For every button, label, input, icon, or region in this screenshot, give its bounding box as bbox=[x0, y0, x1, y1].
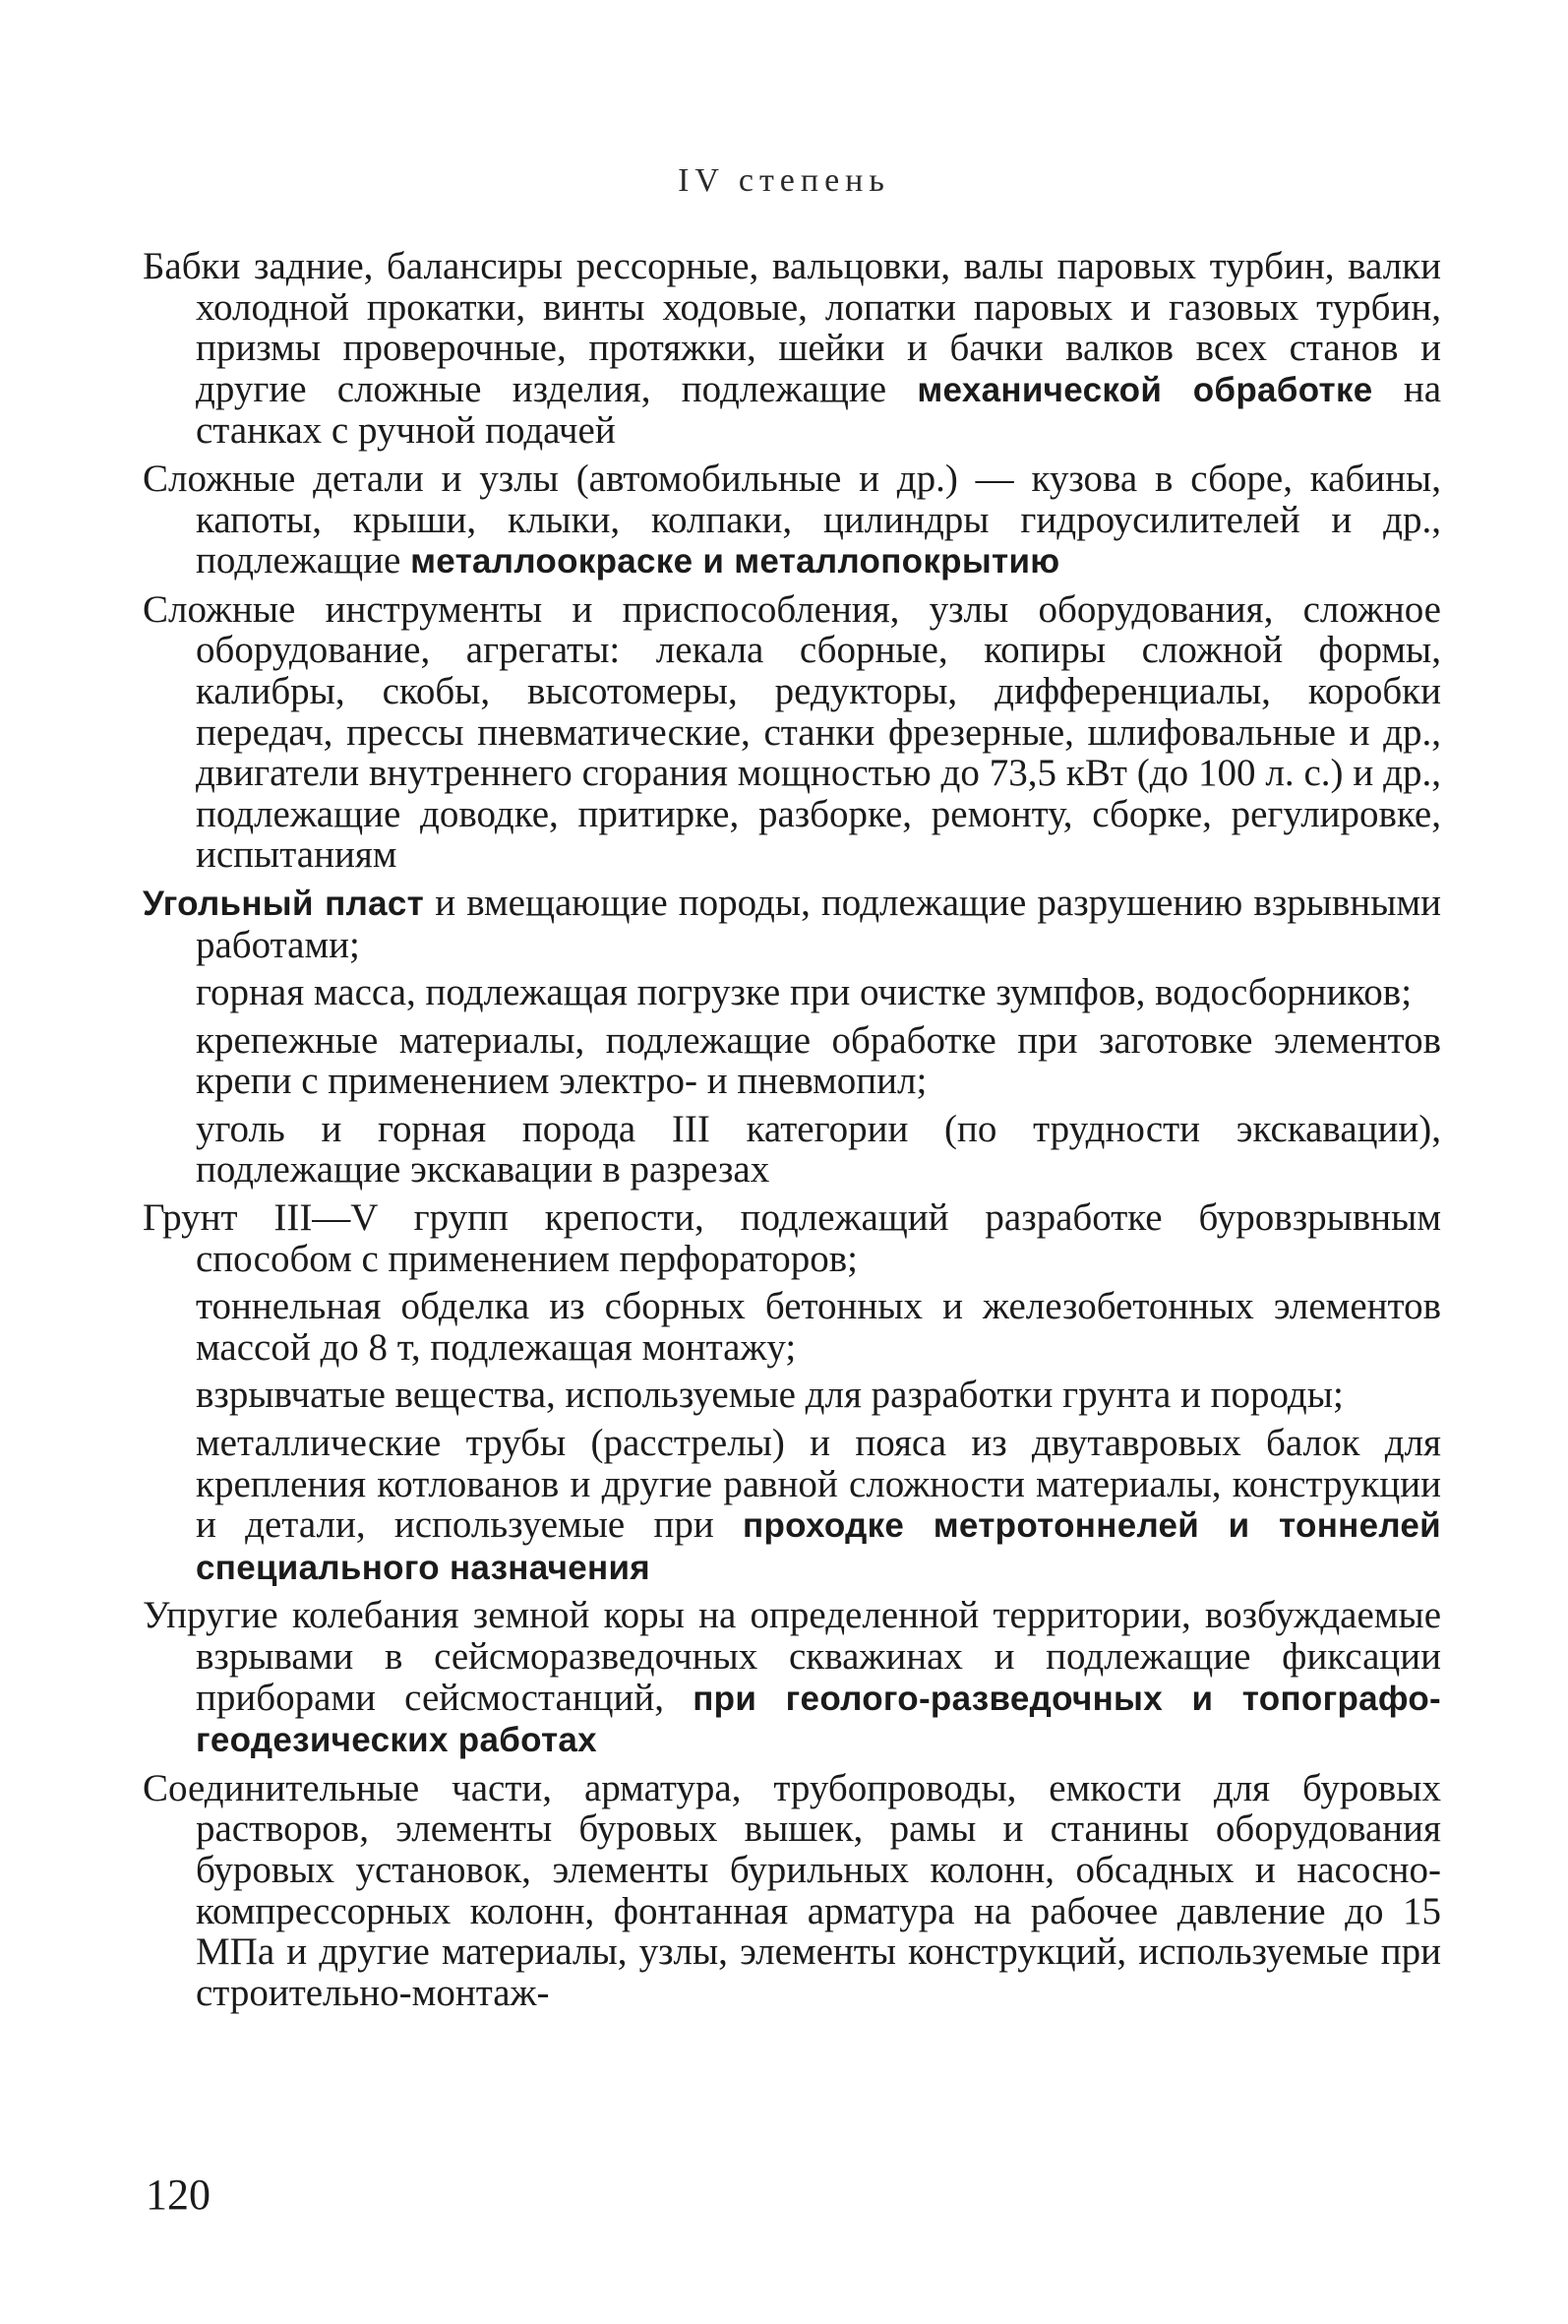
sub-entry-paragraph: горная масса, подлежащая погрузке при очистке зумпфов, водосборников; bbox=[196, 971, 1413, 1014]
sub-entry-paragraph: взрывчатые вещества, используемые для разработки грунта и породы; bbox=[196, 1374, 1344, 1417]
entry-paragraph bbox=[143, 1197, 1441, 1279]
document-body bbox=[143, 246, 1441, 2013]
entry-text: Сложные детали и узлы (автомобильные и др.) — кузова в сборе, кабины, капоты, крыши, клыки, колпаки, цилиндры гидроусилителей и др., подлежащие bbox=[143, 457, 1441, 582]
bold-term: Угольный пласт bbox=[143, 884, 425, 923]
entry-paragraph bbox=[143, 589, 1441, 876]
page-number: 120 bbox=[146, 2171, 211, 2219]
entry-paragraph bbox=[143, 883, 1441, 965]
entry-text: и вмещающие породы, подлежащие разрушению взрывными работами; bbox=[196, 881, 1442, 966]
sub-entry-paragraph: крепежные материалы, подлежащие обработке при заготовке элементов крепи с применением электро- и пневмопил; bbox=[196, 1018, 1441, 1103]
entry-paragraph bbox=[143, 1595, 1441, 1760]
entry-text: металлические трубы (расстрелы) и пояса из двутавровых балок для крепления котлованов и другие равной сложности материалы, конструкции и детали, используемые при bbox=[196, 1422, 1441, 1547]
bold-term: проходке метротоннелей и тоннелей специального назначения bbox=[196, 1506, 1441, 1587]
sub-entry-paragraph bbox=[143, 1423, 1441, 1588]
entry-paragraph bbox=[143, 459, 1441, 582]
entry-text: Упругие колебания земной коры на определенной территории, возбуждаемые взрывами в сейсморазведочных скважинах и подлежащие фиксации приборами сейсмостанций, bbox=[143, 1594, 1441, 1719]
bold-term: механической обработке bbox=[917, 370, 1373, 409]
entry-text: Сложные инструменты и приспособления, узлы оборудования, сложное оборудование, агрегаты: лекала сборные, копиры сложной формы, калибры, скобы, высотомеры, редукторы, дифференциалы, коробки передач, прессы пневматические, станки фрезерные, шлифовальные и др., двигатели внутреннего сгорания мощностью до 73,5 кВт (до 100 л. с.) и др., подлежащие доводке, притирке, разборке, ремонту, сборке, регулировке, испытаниям bbox=[143, 587, 1441, 877]
entry-text: Бабки задние, балансиры рессорные, вальцовки, валы паровых турбин, валки холодной прокатки, винты ходовые, лопатки паровых и газовых турбин, призмы проверочные, протяжки, шейки и бачки валков всех станов и другие сложные изделия, подлежащие bbox=[143, 245, 1441, 410]
entry-text: Соединительные части, арматура, трубопроводы, емкости для буровых растворов, элементы буровых вышек, рамы и станины оборудования буровых установок, элементы бурильных колонн, обсадных и насосно-компрессорных колонн, фонтанная арматура на рабочее давление до 15 МПа и другие материалы, узлы, элементы конструкций, используемые при строительно-монтаж- bbox=[143, 1766, 1441, 2014]
entry-text: Грунт III—V групп крепости, подлежащий разработке буровзрывным способом с применением перфораторов; bbox=[143, 1196, 1441, 1280]
bold-term: при геолого-разведочных и топографо-геодезических работах bbox=[196, 1679, 1442, 1760]
entry-text: на станках с ручной подачей bbox=[196, 367, 1442, 453]
sub-entry-paragraph: уголь и горная порода III категории (по трудности экскавации), подлежащие экскавации в разрезах bbox=[196, 1107, 1441, 1192]
entry-paragraph bbox=[143, 1768, 1441, 2014]
entry-paragraph bbox=[143, 246, 1441, 452]
bold-term: металлоокраске и металлопокрытию bbox=[410, 542, 1060, 581]
section-heading: IV степень bbox=[678, 162, 890, 199]
sub-entry-paragraph: тоннельная обделка из сборных бетонных и железобетонных элементов массой до 8 т, подлежащая монтажу; bbox=[196, 1285, 1441, 1369]
